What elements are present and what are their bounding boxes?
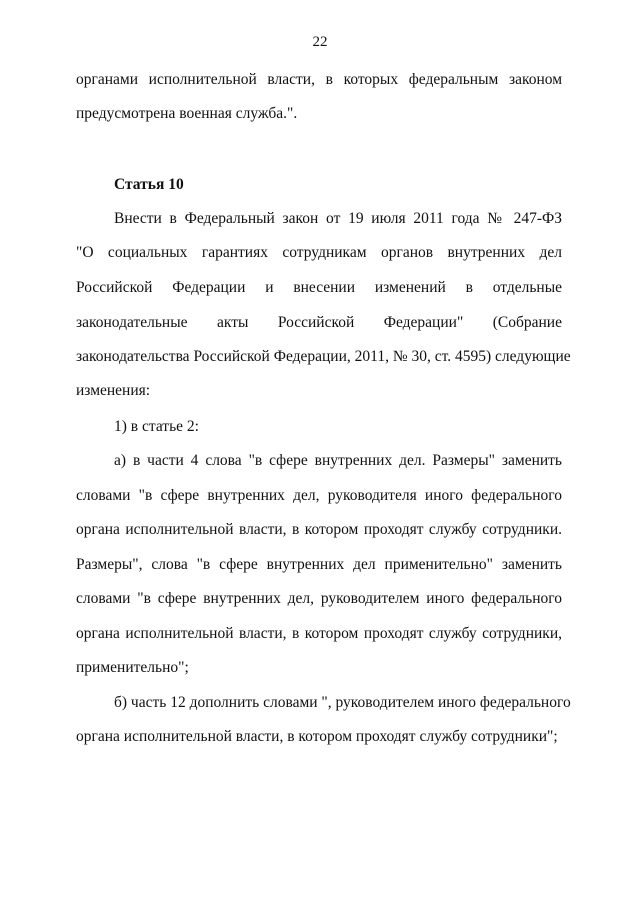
text-line: предусмотрена военная служба.". — [76, 105, 298, 122]
text-line: словами "в сфере внутренних дел, руководителем иного федерального — [76, 590, 562, 607]
text-line: Внести в Федеральный закон от 19 июля 2011 года № 247-ФЗ — [114, 210, 562, 227]
list-item-heading: 1) в статье 2: — [114, 418, 199, 435]
text-line: органа исполнительной власти, в котором проходят службу сотрудники, — [76, 625, 562, 642]
text-line: Размеры", слова "в сфере внутренних дел применительно" заменить — [76, 556, 562, 573]
text-line: изменения: — [76, 382, 151, 399]
text-line: Российской Федерации и внесении изменений в отдельные — [76, 279, 562, 296]
text-line: а) в части 4 слова "в сфере внутренних дел. Размеры" заменить — [114, 452, 562, 469]
text-line: законодательные акты Российской Федерации" (Собрание — [76, 314, 562, 331]
text-line: применительно"; — [76, 659, 189, 676]
text-line: б) часть 12 дополнить словами ", руководителем иного федерального — [114, 694, 571, 711]
text-line: "О социальных гарантиях сотрудникам органов внутренних дел — [76, 244, 562, 261]
text-line: словами "в сфере внутренних дел, руководителя иного федерального — [76, 487, 562, 504]
page-number: 22 — [312, 34, 328, 50]
article-heading: Статья 10 — [114, 176, 184, 193]
text-line: законодательства Российской Федерации, 2011, № 30, ст. 4595) следующие — [76, 348, 571, 365]
text-line: органами исполнительной власти, в которых федеральным законом — [76, 71, 562, 88]
text-line: органа исполнительной власти, в котором проходят службу сотрудники. — [76, 521, 562, 538]
text-line: органа исполнительной власти, в котором проходят службу сотрудники"; — [76, 728, 558, 745]
